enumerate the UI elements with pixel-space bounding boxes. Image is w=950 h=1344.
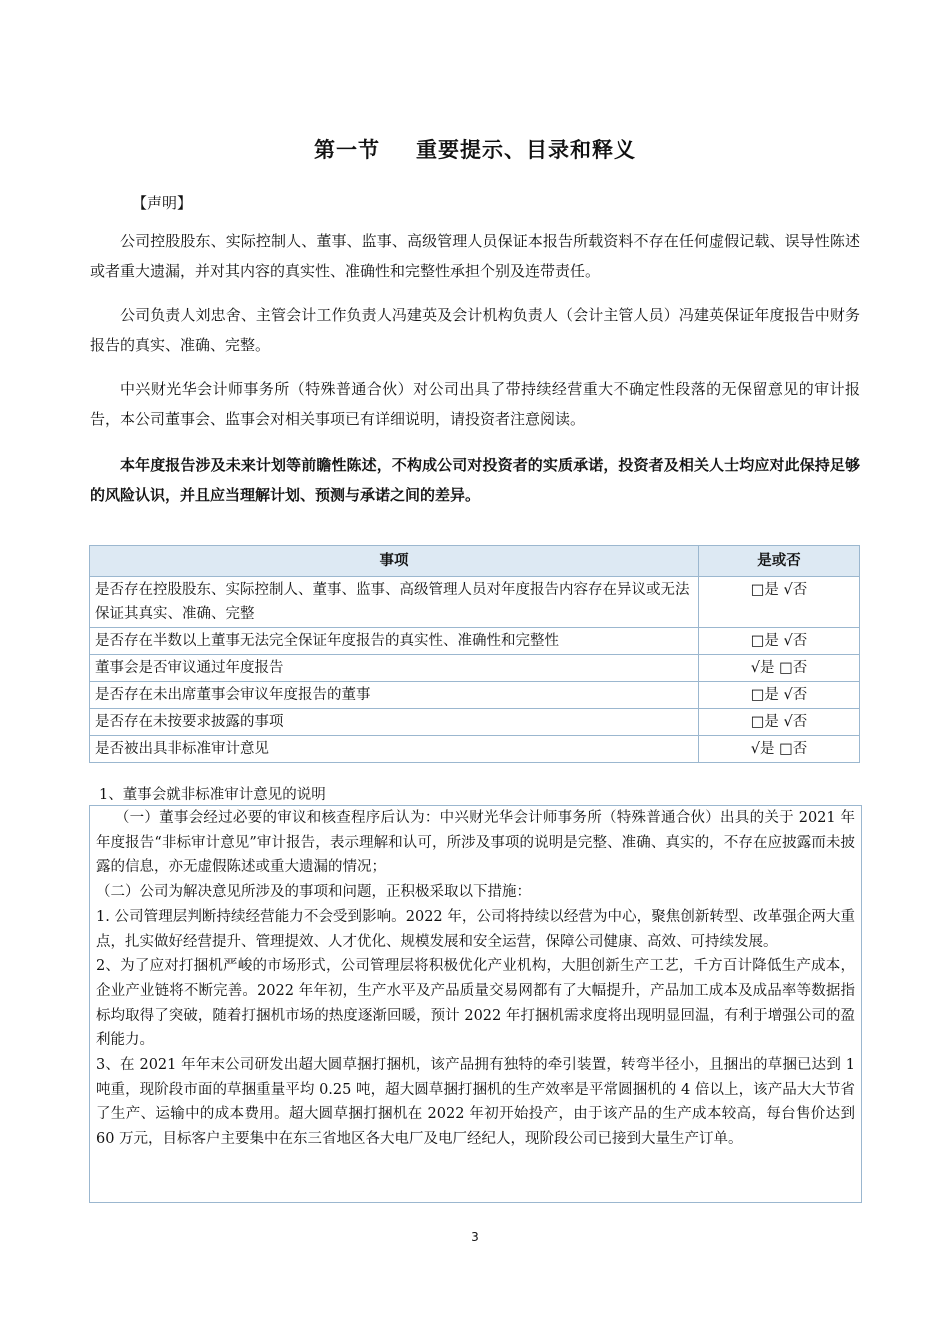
row-answer: □是 √否 [699, 709, 860, 736]
row-item: 是否被出具非标准审计意见 [90, 736, 699, 763]
note-paragraph: 3、在 2021 年年末公司研发出超大圆草捆打捆机，该产品拥有独特的牵引装置，转弯半径小，且捆出的草捆已达到 1 吨重，现阶段市面的草捆重量平均 0.25 吨，超大圆草捆打捆机的生产效率是平常圆捆机的 4 倍以上，该产品大大节省了生产、运输中的成本费用。超大圆草捆打捆机在 2022 年初开始投产，由于该产品的生产成本较高，每台售价达到 60 万元，目标客户主要集中在东三省地区各大电厂及电厂经纪人，现阶段公司已接到大量生产订单。 [96, 1057, 855, 1148]
paragraph-guarantee: 公司控股股东、实际控制人、董事、监事、高级管理人员保证本报告所载资料不存在任何虚假记载、误导性陈述或者重大遗漏，并对其内容的真实性、准确性和完整性承担个别及连带责任。 [90, 232, 860, 280]
section-number: 第一节 [314, 138, 380, 162]
row-item: 是否存在未按要求披露的事项 [90, 709, 699, 736]
section-title: 重要提示、目录和释义 [416, 138, 636, 162]
table-row [90, 709, 860, 736]
table-row [90, 577, 860, 628]
header-yes-no: 是或否 [699, 546, 860, 577]
note-paragraph: 1. 公司管理层判断持续经营能力不会受到影响。2022 年，公司将持续以经营为中心，聚焦创新转型、改革强企两大重点，扎实做好经营提升、管理提效、人才优化、规模发展和安全运营，保障公司健康、高效、可持续发展。 [96, 908, 855, 950]
matters-table [89, 545, 860, 763]
table-row [90, 682, 860, 709]
row-answer: √是 □否 [699, 655, 860, 682]
note-section-title: 1、董事会就非标准审计意见的说明 [99, 787, 326, 803]
row-answer: □是 √否 [699, 577, 860, 628]
row-item: 是否存在未出席董事会审议年度报告的董事 [90, 682, 699, 709]
table-row [90, 736, 860, 763]
table-row [90, 655, 860, 682]
header-item: 事项 [90, 546, 699, 577]
note-paragraph: （一）董事会经过必要的审议和核查程序后认为：中兴财光华会计师事务所（特殊普通合伙）出具的关于 2021 年年度报告“非标审计意见”审计报告，表示理解和认可，所涉及事项的说明是完整、准确、真实的，不存在应披露而未披露的信息，亦无虚假陈述或重大遗漏的情况； [96, 810, 855, 876]
paragraph-forward-looking: 本年度报告涉及未来计划等前瞻性陈述，不构成公司对投资者的实质承诺，投资者及相关人士均应对此保持足够的风险认识，并且应当理解计划、预测与承诺之间的差异。 [90, 456, 860, 504]
row-item: 是否存在控股股东、实际控制人、董事、监事、高级管理人员对年度报告内容存在异议或无法保证其真实、准确、完整 [90, 577, 699, 628]
paragraph-auditor: 中兴财光华会计师事务所（特殊普通合伙）对公司出具了带持续经营重大不确定性段落的无保留意见的审计报告，本公司董事会、监事会对相关事项已有详细说明，请投资者注意阅读。 [90, 380, 860, 428]
note-box [89, 805, 862, 1203]
table-header-row [90, 546, 860, 577]
paragraph-responsible-persons: 公司负责人刘忠舍、主管会计工作负责人冯建英及会计机构负责人（会计主管人员）冯建英保证年度报告中财务报告的真实、准确、完整。 [90, 306, 860, 354]
row-item: 董事会是否审议通过年度报告 [90, 655, 699, 682]
note-paragraph: 2、为了应对打捆机严峻的市场形式，公司管理层将积极优化产业机构，大胆创新生产工艺，千方百计降低生产成本，企业产业链将不断完善。2022 年年初，生产水平及产品质量交易网都有了大幅提升，产品加工成本及成品率等数据指标均取得了突破，随着打捆机市场的热度逐渐回暖，预计 2022 年打捆机需求度将出现明显回温，有利于增强公司的盈利能力。 [96, 958, 855, 1049]
row-answer: □是 √否 [699, 682, 860, 709]
row-answer: □是 √否 [699, 628, 860, 655]
note-paragraph: （二）公司为解决意见所涉及的事项和问题，正积极采取以下措施： [96, 884, 531, 901]
declaration-label: 【声明】 [132, 194, 193, 212]
row-answer: √是 □否 [699, 736, 860, 763]
table-row [90, 628, 860, 655]
row-item: 是否存在半数以上董事无法完全保证年度报告的真实性、准确性和完整性 [90, 628, 699, 655]
section-heading [0, 134, 950, 164]
page-number: 3 [471, 1230, 479, 1244]
